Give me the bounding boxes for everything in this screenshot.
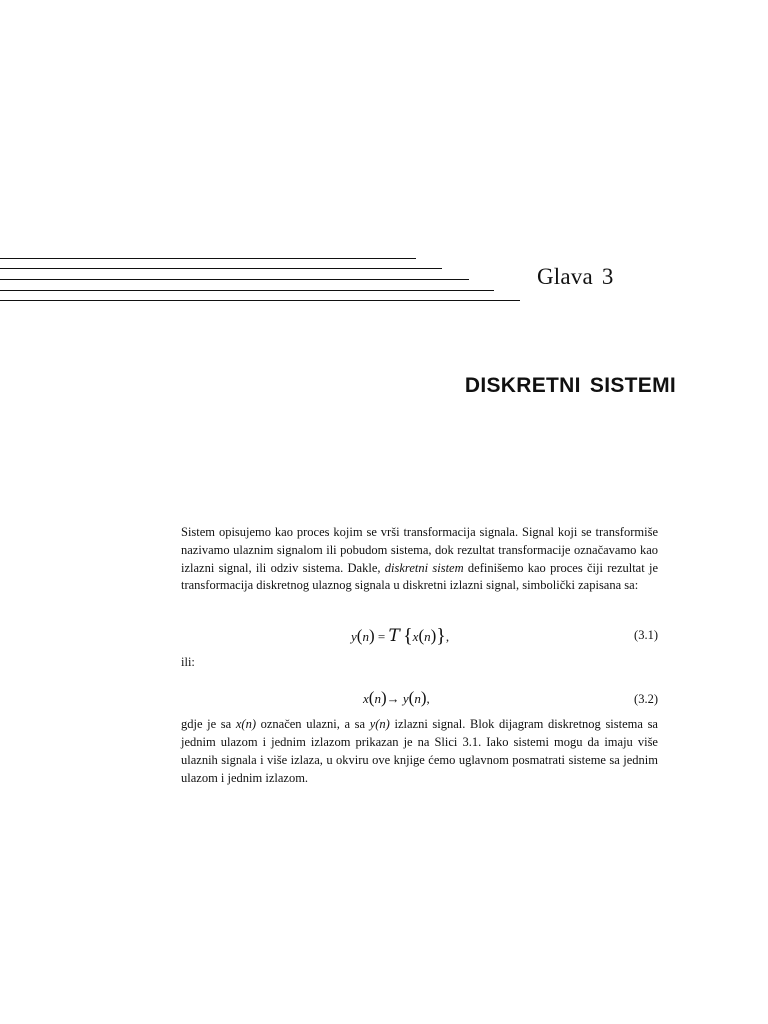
paragraph-intro-text-b: definišemo kao proces čiji rezultat je transformacija diskretnog ulaznog signala u diskretni izlazni signal, simbolički zapisana sa:	[181, 560, 659, 593]
eq2-lhs-var: x	[363, 691, 369, 706]
chapter-number: 3	[601, 264, 614, 289]
equation-3-1	[181, 624, 658, 648]
paragraph-3-text-a: gdje je sa	[181, 717, 236, 731]
header-rule-1	[0, 258, 416, 259]
chapter-heading	[537, 264, 614, 290]
equation-3-2-number: (3.2)	[634, 692, 658, 706]
header-rule-3	[0, 279, 469, 280]
eq1-lhs-arg: n	[362, 629, 369, 644]
header-rule-4	[0, 290, 494, 291]
equation-3-2-formula: x(n)→ y(n),	[363, 688, 430, 707]
chapter-title: DISKRETNI SISTEMI	[464, 374, 676, 397]
equation-3-2	[181, 688, 658, 712]
inline-math-x-n: x(n)	[235, 717, 256, 731]
eq1-rhs-arg: n	[424, 629, 431, 644]
eq2-arrow: →	[386, 691, 400, 706]
header-rule-5	[0, 300, 520, 301]
paragraph-intro	[181, 524, 658, 595]
eq1-transform: T	[388, 626, 400, 646]
equation-3-1-number: (3.1)	[634, 628, 658, 642]
eq2-rhs-arg: n	[414, 691, 421, 706]
paragraph-3-text-c: izlazni signal. Blok dijagram diskretnog sistema sa jednim ulazom i jednim izlazom prikazan je na Slici 3.1. Iako sistemi mogu da imaju više ulaznih signala i više izlaza, u okviru ove knjige ćemo uglavnom posmatrati sisteme sa jednim ulazom i jednim izlazom.	[181, 717, 658, 785]
paragraph-ili: ili:	[181, 655, 195, 669]
paragraph-intro-text-a: Sistem opisujemo kao proces kojim se vrši transformacija signala. Signal koji se transformiše nazivamo ulaznim signalom ili pobudom sistema, dok rezultat transformacije označavamo kao izlazni signal, ili odziv sistema. Dakle,	[181, 525, 658, 575]
eq1-operator: =	[377, 629, 386, 644]
chapter-word: Glava	[537, 264, 593, 289]
eq1-lhs-var: y	[351, 629, 357, 644]
paragraph-block-diagram	[181, 715, 658, 787]
eq2-lhs-arg: n	[374, 691, 381, 706]
eq1-trailing: ,	[445, 629, 450, 644]
paragraph-intro-emphasis: diskretni sistem	[384, 560, 464, 575]
eq2-rhs-var: y	[402, 691, 409, 706]
eq1-rhs-var: x	[412, 629, 419, 644]
equation-3-1-formula: y(n) = T {x(n)},	[351, 625, 450, 647]
inline-math-y-n: y(n)	[369, 717, 390, 731]
eq2-trailing: ,	[426, 691, 430, 706]
header-rule-2	[0, 268, 442, 269]
paragraph-3-text-b: označen ulazni, a sa	[255, 717, 370, 731]
